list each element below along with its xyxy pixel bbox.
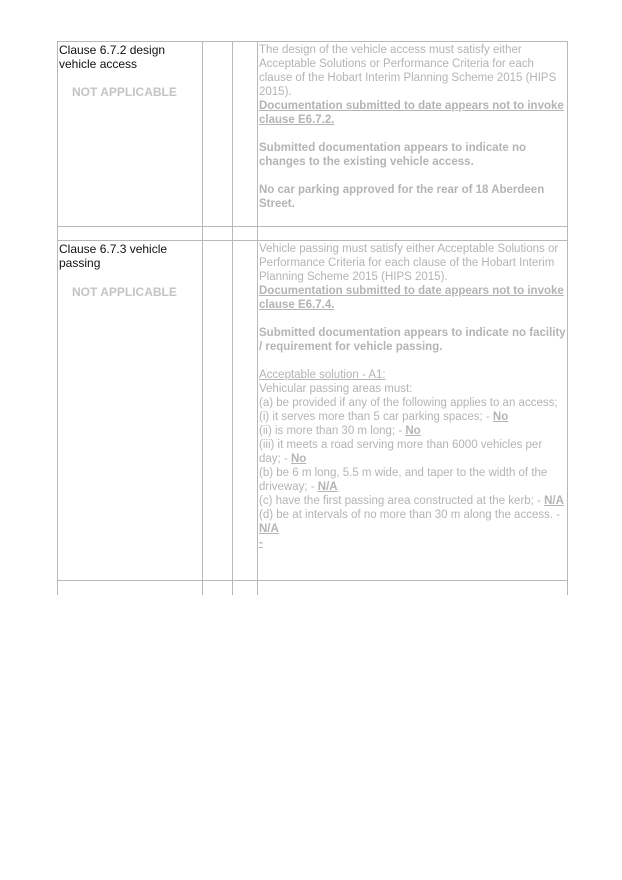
clause-description [259, 43, 567, 211]
table-border-top [57, 41, 568, 42]
status-label: NOT APPLICABLE [72, 85, 177, 99]
row-divider [57, 240, 568, 241]
row-divider [57, 580, 568, 581]
criteria-answer: N/A [544, 495, 564, 507]
documentation-note: Documentation submitted to date appears not to invoke clause E6.7.4. [259, 285, 564, 311]
requirement-text: Vehicle passing must satisfy either Acceptable Solutions or Performance Criteria for each clause of the Hobart Interim Planning Scheme 2015 (HIPS 2015). [259, 243, 559, 283]
criteria-item: (iii) it meets a road serving more than 6000 vehicles per day; - No [259, 439, 543, 465]
requirement-text: The design of the vehicle access must satisfy either Acceptable Solutions or Performance Criteria for each clause of the Hobart Interim Planning Scheme 2015 (HIPS 2015). [259, 44, 557, 98]
criteria-answer: N/A [259, 523, 279, 535]
criteria-item: (ii) is more than 30 m long; - No [259, 425, 421, 437]
criteria-item: (i) it serves more than 5 car parking spaces; - No [259, 411, 509, 423]
criteria-answer: No [492, 411, 509, 423]
row-divider [57, 226, 568, 227]
criteria-answer: N/A [317, 481, 338, 493]
criteria-item: (a) be provided if any of the following applies to an access; [259, 397, 558, 409]
table-divider-2 [232, 41, 233, 595]
documentation-note: Documentation submitted to date appears not to invoke clause E6.7.2. [259, 100, 564, 126]
clause-title: Clause 6.7.3 vehicle passing [59, 242, 168, 270]
parking-note: No car parking approved for the rear of 18 Aberdeen Street. [259, 184, 545, 210]
finding-text: Submitted documentation appears to indicate no facility / requirement for vehicle passing. [259, 327, 566, 353]
criteria-answer: No [405, 425, 421, 437]
table-divider-3 [257, 41, 258, 595]
clause-description [259, 242, 567, 550]
table-divider-1 [202, 41, 203, 595]
criteria-item: (d) be at intervals of no more than 30 m along the access. - N/A [259, 509, 561, 535]
table-border-left [57, 41, 58, 595]
trailing-dash: - [259, 537, 263, 549]
criteria-item: (b) be 6 m long, 5.5 m wide, and taper to the width of the driveway; - N/A [259, 467, 548, 493]
status-label: NOT APPLICABLE [72, 285, 177, 299]
clause-title: Clause 6.7.2 design vehicle access [59, 43, 166, 71]
criteria-answer: No [290, 453, 307, 465]
acceptable-solution-lead: Vehicular passing areas must: [259, 383, 413, 395]
finding-text: Submitted documentation appears to indicate no changes to the existing vehicle access. [259, 142, 527, 168]
table-border-right [567, 41, 568, 595]
acceptable-solution-title: Acceptable solution - A1: [259, 369, 386, 381]
criteria-item: (c) have the first passing area constructed at the kerb; - N/A [259, 495, 564, 507]
